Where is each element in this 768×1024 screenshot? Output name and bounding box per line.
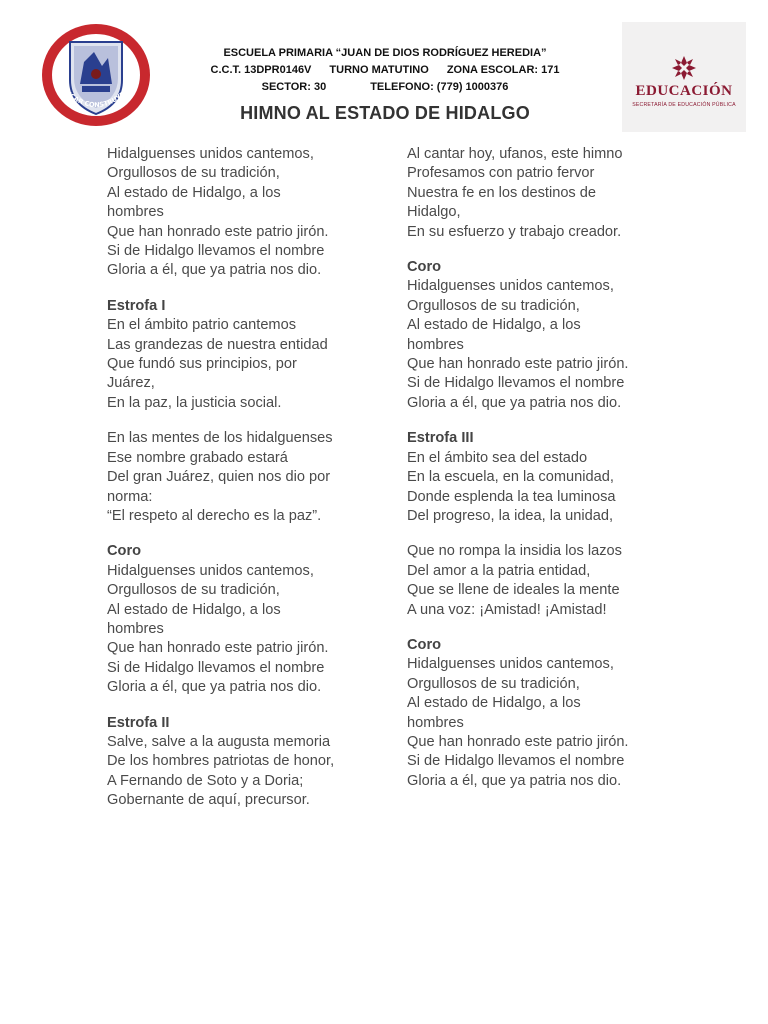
- lyric-line: Las grandezas de nuestra entidad: [107, 336, 328, 353]
- stanza-heading: Estrofa III: [407, 430, 474, 447]
- lyric-line: A una voz: ¡Amistad! ¡Amistad!: [407, 601, 607, 618]
- lyric-line: Del progreso, la idea, la unidad,: [407, 507, 614, 524]
- lyric-line: De los hombres patriotas de honor,: [107, 753, 335, 770]
- lyric-line: “El respeto al derecho es la paz”.: [107, 507, 322, 524]
- lyric-line: En su esfuerzo y trabajo creador.: [407, 223, 622, 240]
- lyric-line: Al estado de Hidalgo, a los: [407, 695, 581, 712]
- stanza-heading: Estrofa I: [107, 297, 166, 314]
- lyric-line: Hidalguenses unidos cantemos,: [107, 146, 314, 162]
- stanza: [107, 542, 397, 697]
- edu-logo-word: EDUCACIÓN: [635, 83, 733, 99]
- lyric-line: En el ámbito sea del estado: [407, 449, 588, 466]
- sep-educacion-logo: [622, 22, 746, 132]
- school-sector: SECTOR: 30: [261, 81, 327, 93]
- lyric-line: Si de Hidalgo llevamos el nombre: [407, 753, 625, 770]
- lyric-line: En el ámbito patrio cantemos: [107, 317, 297, 334]
- stanza: [107, 429, 397, 526]
- school-zone: ZONA ESCOLAR: 171: [446, 64, 560, 76]
- stanza-heading: Estrofa II: [107, 714, 170, 731]
- school-logo-motto: EDUCAR CONSTRUYENDO: [56, 79, 139, 110]
- edu-logo-subtitle: SECRETARÍA DE EDUCACIÓN PÚBLICA: [632, 102, 736, 108]
- stanza: [407, 542, 697, 620]
- lyric-line: Si de Hidalgo llevamos el nombre: [107, 243, 325, 260]
- lyric-line: Profesamos con patrio fervor: [407, 165, 595, 182]
- stanza: [407, 429, 697, 526]
- lyric-line: Del amor a la patria entidad,: [407, 562, 591, 579]
- lyrics-right-column: [407, 145, 697, 807]
- lyric-line: Orgullosos de su tradición,: [107, 582, 280, 599]
- school-name: ESCUELA PRIMARIA “JUAN DE DIOS RODRÍGUEZ HEREDIA”: [223, 47, 547, 59]
- lyric-line: norma:: [107, 488, 153, 505]
- lyric-line: Gloria a él, que ya patria nos dio.: [407, 394, 622, 411]
- stanza: [107, 714, 397, 811]
- page-title: HIMNO AL ESTADO DE HIDALGO: [240, 103, 530, 123]
- lyric-line: Que han honrado este patrio jirón.: [107, 640, 329, 657]
- lyric-line: Que han honrado este patrio jirón.: [407, 356, 629, 373]
- lyric-line: Que han honrado este patrio jirón.: [407, 733, 629, 750]
- lyrics-left-column: [107, 145, 397, 827]
- school-phone: TELEFONO: (779) 1000376: [370, 81, 509, 93]
- lyric-line: Orgullosos de su tradición,: [407, 297, 580, 314]
- lyric-line: hombres: [407, 714, 464, 731]
- school-cct: C.C.T. 13DPR0146V: [210, 64, 312, 76]
- lyric-line: Que fundó sus principios, por: [107, 356, 297, 373]
- lyric-line: Gobernante de aquí, precursor.: [107, 792, 310, 809]
- school-logo: [40, 22, 152, 128]
- lyric-line: hombres: [107, 620, 164, 637]
- lyric-line: Nuestra fe en los destinos de: [407, 184, 597, 201]
- stanza: [407, 258, 697, 413]
- stanza-heading: Coro: [407, 259, 442, 276]
- lyric-line: En la paz, la justicia social.: [107, 394, 282, 411]
- lyric-line: Si de Hidalgo llevamos el nombre: [107, 659, 325, 676]
- lyric-line: Que se llene de ideales la mente: [407, 582, 620, 599]
- lyric-line: Que han honrado este patrio jirón.: [107, 223, 329, 240]
- document-header: [0, 0, 768, 140]
- stanza: [107, 145, 397, 281]
- lyric-line: Al estado de Hidalgo, a los: [407, 317, 581, 334]
- school-info: [170, 45, 600, 96]
- lyric-line: hombres: [107, 204, 164, 221]
- lyric-line: En las mentes de los hidalguenses: [107, 430, 333, 447]
- lyric-line: Orgullosos de su tradición,: [107, 165, 280, 182]
- lyric-line: Gloria a él, que ya patria nos dio.: [407, 772, 622, 789]
- lyric-line: Ese nombre grabado estará: [107, 449, 288, 466]
- lyric-line: Orgullosos de su tradición,: [407, 675, 580, 692]
- school-shift: TURNO MATUTINO: [329, 64, 429, 76]
- stanza-heading: Coro: [407, 636, 442, 653]
- lyric-line: Hidalguenses unidos cantemos,: [107, 562, 314, 579]
- stanza: [107, 297, 397, 413]
- lyric-line: En la escuela, en la comunidad,: [407, 469, 614, 486]
- lyric-line: hombres: [407, 336, 464, 353]
- lyric-line: Del gran Juárez, quien nos dio por: [107, 469, 331, 486]
- lyric-line: Gloria a él, que ya patria nos dio.: [107, 679, 322, 696]
- lyric-line: Que no rompa la insidia los lazos: [407, 543, 622, 560]
- lyric-line: A Fernando de Soto y a Doria;: [107, 772, 304, 789]
- lyric-line: Si de Hidalgo llevamos el nombre: [407, 375, 625, 392]
- lyric-line: Hidalguenses unidos cantemos,: [407, 656, 614, 673]
- lyric-line: Hidalgo,: [407, 204, 461, 221]
- lyric-line: Salve, salve a la augusta memoria: [107, 733, 331, 750]
- lyric-line: Gloria a él, que ya patria nos dio.: [107, 262, 322, 279]
- lyric-line: Hidalguenses unidos cantemos,: [407, 278, 614, 295]
- lyric-line: Al estado de Hidalgo, a los: [107, 601, 281, 618]
- stanza-heading: Coro: [107, 543, 142, 560]
- lyric-line: Donde esplenda la tea luminosa: [407, 488, 616, 505]
- lyric-line: Al estado de Hidalgo, a los: [107, 184, 281, 201]
- stanza: [407, 145, 697, 242]
- lyric-line: Al cantar hoy, ufanos, este himno: [407, 146, 623, 162]
- flower-icon: [670, 54, 698, 82]
- lyric-line: Juárez,: [107, 375, 155, 392]
- stanza: [407, 636, 697, 791]
